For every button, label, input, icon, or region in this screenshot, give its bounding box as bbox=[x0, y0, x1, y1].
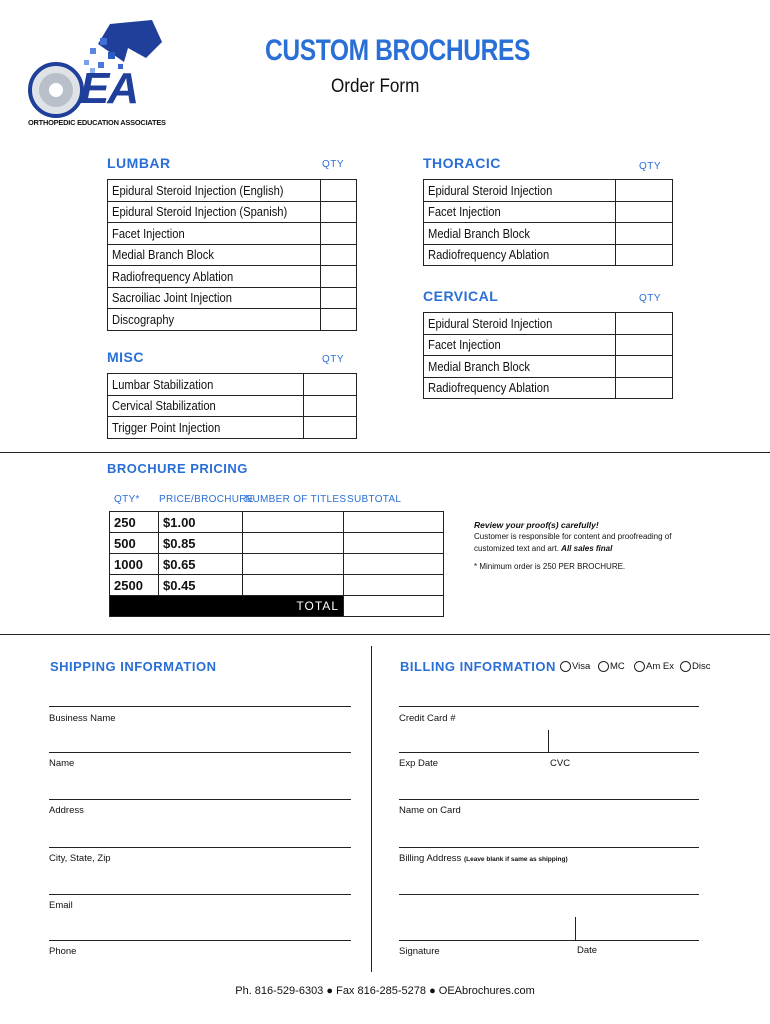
card-option-label: Disc bbox=[692, 661, 711, 673]
item-label: Cervical Stabilization bbox=[112, 398, 216, 414]
logo-letters: EA bbox=[80, 64, 138, 113]
billing-heading: BILLING INFORMATION bbox=[400, 659, 556, 674]
item-label: Sacroiliac Joint Injection bbox=[112, 290, 232, 306]
name-on-card-label: Name on Card bbox=[399, 805, 461, 816]
price-cell: $1.00 bbox=[159, 512, 243, 533]
qty-input[interactable] bbox=[616, 180, 673, 202]
name-label: Name bbox=[49, 758, 75, 769]
billing-address-label bbox=[399, 853, 568, 864]
pricing-table bbox=[109, 511, 444, 617]
note-line1: Customer is responsible for content and proofreading of bbox=[474, 532, 672, 541]
table-row bbox=[108, 309, 357, 331]
total-row bbox=[110, 596, 444, 617]
cervical-qty-heading: QTY bbox=[639, 293, 662, 304]
address-label: Address bbox=[49, 805, 84, 816]
subtotal-input[interactable] bbox=[344, 575, 444, 596]
exp-date-label: Exp Date bbox=[399, 758, 439, 769]
qty-cell: 500 bbox=[110, 533, 159, 554]
column-divider bbox=[371, 646, 372, 972]
logo-org-name: ORTHOPEDIC EDUCATION ASSOCIATES bbox=[28, 118, 166, 127]
item-label: Medial Branch Block bbox=[428, 358, 530, 374]
item-label: Epidural Steroid Injection (Spanish) bbox=[112, 204, 288, 220]
item-label: Discography bbox=[112, 311, 175, 327]
item-label: Radiofrequency Ablation bbox=[428, 247, 550, 263]
signature-label: Signature bbox=[399, 946, 440, 957]
subtotal-input[interactable] bbox=[344, 533, 444, 554]
qty-input[interactable] bbox=[320, 309, 356, 331]
note-title: Review your proof(s) carefully! bbox=[474, 520, 599, 530]
pricing-heading: BROCHURE PRICING bbox=[107, 461, 248, 476]
phone-field[interactable] bbox=[49, 940, 351, 941]
footer bbox=[0, 985, 770, 997]
date-label: Date bbox=[577, 945, 598, 956]
item-label: Radiofrequency Ablation bbox=[428, 380, 550, 396]
pricing-col-subtotal: SUBTOTAL bbox=[347, 494, 402, 505]
page-title: CUSTOM BROCHURES bbox=[265, 34, 530, 67]
qty-input[interactable] bbox=[320, 287, 356, 309]
business-name-field[interactable] bbox=[49, 706, 351, 707]
item-label: Epidural Steroid Injection (English) bbox=[112, 182, 284, 198]
price-cell: $0.85 bbox=[159, 533, 243, 554]
table-row bbox=[108, 374, 357, 396]
credit-card-field[interactable] bbox=[399, 706, 699, 707]
pricing-col-qty: QTY* bbox=[114, 494, 140, 505]
table-row bbox=[108, 223, 357, 245]
item-label: Facet Injection bbox=[428, 337, 501, 353]
table-row bbox=[108, 266, 357, 288]
table-row bbox=[424, 244, 673, 266]
city-state-zip-field[interactable] bbox=[49, 847, 351, 848]
shipping-heading: SHIPPING INFORMATION bbox=[50, 659, 217, 674]
thoracic-table bbox=[423, 179, 673, 266]
card-option-amex[interactable] bbox=[634, 661, 674, 672]
qty-cell: 2500 bbox=[110, 575, 159, 596]
footer-website[interactable]: OEAbrochures.com bbox=[438, 985, 535, 997]
table-row bbox=[424, 313, 673, 335]
billing-address-field[interactable] bbox=[399, 847, 699, 848]
note-line2 bbox=[474, 543, 714, 555]
price-cell: $0.45 bbox=[159, 575, 243, 596]
oea-logo bbox=[28, 18, 168, 130]
cervical-table bbox=[423, 312, 673, 399]
address-field[interactable] bbox=[49, 799, 351, 800]
card-option-label: MC bbox=[610, 661, 625, 673]
card-option-label: Am Ex bbox=[646, 661, 674, 673]
card-option-visa[interactable] bbox=[560, 661, 590, 672]
footer-fax: Fax 816-285-5278 bbox=[336, 985, 426, 997]
name-field[interactable] bbox=[49, 752, 351, 753]
radio-icon[interactable] bbox=[634, 661, 645, 672]
radio-icon[interactable] bbox=[680, 661, 691, 672]
billing-address-note: (Leave blank if same as shipping) bbox=[463, 856, 568, 863]
note-line2-text: customized text and art. bbox=[474, 544, 559, 553]
table-row bbox=[108, 180, 357, 202]
bullet-icon: ● bbox=[326, 985, 334, 997]
page-subtitle: Order Form bbox=[331, 76, 420, 97]
pricing-col-titles: NUMBER OF TITLES bbox=[245, 494, 347, 505]
item-label: Facet Injection bbox=[428, 204, 501, 220]
total-input[interactable] bbox=[344, 596, 444, 617]
date-divider bbox=[575, 917, 576, 940]
table-row bbox=[110, 575, 444, 596]
item-label: Epidural Steroid Injection bbox=[428, 315, 553, 331]
table-row bbox=[424, 377, 673, 399]
qty-input[interactable] bbox=[616, 313, 673, 335]
credit-card-label: Credit Card # bbox=[399, 713, 456, 724]
table-row bbox=[110, 533, 444, 554]
table-row bbox=[108, 201, 357, 223]
radio-icon[interactable] bbox=[560, 661, 571, 672]
misc-qty-heading: QTY bbox=[322, 354, 345, 365]
billing-address-text: Billing Address bbox=[399, 853, 462, 864]
qty-input[interactable] bbox=[320, 244, 356, 266]
thoracic-heading: THORACIC bbox=[423, 155, 501, 171]
item-label: Facet Injection bbox=[112, 225, 185, 241]
name-on-card-field[interactable] bbox=[399, 799, 699, 800]
email-label: Email bbox=[49, 900, 73, 911]
note-emphasis: All sales final bbox=[561, 544, 613, 553]
qty-input[interactable] bbox=[616, 223, 673, 245]
misc-heading: MISC bbox=[107, 349, 144, 365]
cervical-heading: CERVICAL bbox=[423, 288, 499, 304]
divider bbox=[0, 452, 770, 453]
footer-phone: Ph. 816-529-6303 bbox=[235, 985, 324, 997]
table-row bbox=[424, 334, 673, 356]
item-label: Medial Branch Block bbox=[428, 225, 530, 241]
cvc-divider bbox=[548, 730, 549, 752]
qty-input[interactable] bbox=[320, 180, 356, 202]
table-row bbox=[108, 395, 357, 417]
card-option-label: Visa bbox=[572, 661, 591, 673]
phone-label: Phone bbox=[49, 946, 77, 957]
lumbar-qty-heading: QTY bbox=[322, 159, 345, 170]
table-row bbox=[108, 244, 357, 266]
bullet-icon: ● bbox=[429, 985, 436, 997]
qty-cell: 250 bbox=[110, 512, 159, 533]
business-name-label: Business Name bbox=[49, 713, 116, 724]
thoracic-qty-heading: QTY bbox=[639, 161, 662, 172]
email-field[interactable] bbox=[49, 894, 351, 895]
radio-icon[interactable] bbox=[598, 661, 609, 672]
total-label: TOTAL bbox=[110, 596, 344, 617]
qty-input[interactable] bbox=[616, 244, 673, 266]
qty-input[interactable] bbox=[304, 374, 357, 396]
subtotal-input[interactable] bbox=[344, 554, 444, 575]
qty-input[interactable] bbox=[616, 356, 673, 378]
subtotal-input[interactable] bbox=[344, 512, 444, 533]
table-row bbox=[110, 512, 444, 533]
lumbar-heading: LUMBAR bbox=[107, 155, 171, 171]
table-row bbox=[110, 554, 444, 575]
qty-input[interactable] bbox=[320, 201, 356, 223]
card-option-disc[interactable] bbox=[680, 661, 710, 672]
qty-input[interactable] bbox=[616, 201, 673, 223]
titles-input[interactable] bbox=[243, 533, 344, 554]
note-minimum: * Minimum order is 250 PER BROCHURE. bbox=[474, 562, 626, 571]
lumbar-table bbox=[107, 179, 357, 331]
item-label: Radiofrequency Ablation bbox=[112, 268, 234, 284]
table-row bbox=[424, 201, 673, 223]
price-cell: $0.65 bbox=[159, 554, 243, 575]
table-row bbox=[424, 180, 673, 202]
divider bbox=[0, 634, 770, 635]
signature-field[interactable] bbox=[399, 940, 699, 941]
table-row bbox=[424, 356, 673, 378]
item-label: Trigger Point Injection bbox=[112, 419, 221, 435]
pricing-note bbox=[474, 519, 714, 573]
qty-input[interactable] bbox=[616, 334, 673, 356]
city-state-zip-label: City, State, Zip bbox=[49, 853, 111, 864]
qty-input[interactable] bbox=[320, 266, 356, 288]
pricing-col-price: PRICE/BROCHURE bbox=[159, 494, 254, 505]
titles-input[interactable] bbox=[243, 554, 344, 575]
exp-date-field[interactable] bbox=[399, 752, 699, 753]
qty-input[interactable] bbox=[616, 377, 673, 399]
item-label: Lumbar Stabilization bbox=[112, 376, 214, 392]
item-label: Epidural Steroid Injection bbox=[428, 182, 553, 198]
titles-input[interactable] bbox=[243, 512, 344, 533]
billing-address-line2[interactable] bbox=[399, 894, 699, 895]
table-row bbox=[424, 223, 673, 245]
item-label: Medial Branch Block bbox=[112, 247, 214, 263]
cvc-label: CVC bbox=[550, 758, 571, 769]
card-option-mc[interactable] bbox=[598, 661, 625, 672]
qty-input[interactable] bbox=[320, 223, 356, 245]
table-row bbox=[108, 417, 357, 439]
qty-input[interactable] bbox=[304, 395, 357, 417]
qty-input[interactable] bbox=[304, 417, 357, 439]
misc-table bbox=[107, 373, 357, 439]
qty-cell: 1000 bbox=[110, 554, 159, 575]
table-row bbox=[108, 287, 357, 309]
titles-input[interactable] bbox=[243, 575, 344, 596]
